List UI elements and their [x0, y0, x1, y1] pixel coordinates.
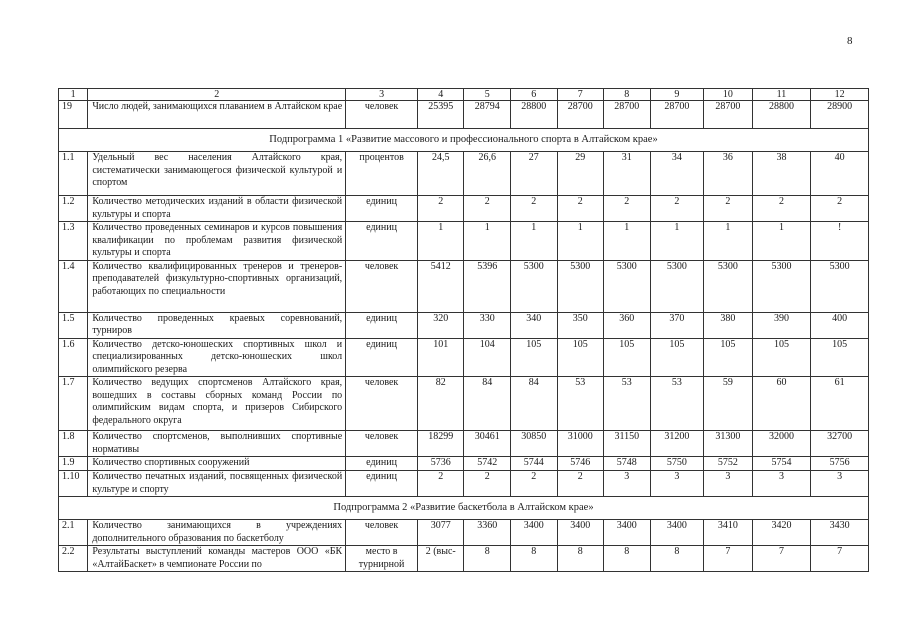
table-row	[59, 101, 869, 129]
value-cell: 30850	[511, 431, 558, 457]
value-cell: 61	[811, 377, 869, 431]
value-cell: 5300	[811, 260, 869, 312]
value-cell: 5300	[704, 260, 753, 312]
header-cell: 6	[511, 89, 558, 101]
value-cell: 400	[811, 312, 869, 338]
table-row	[59, 431, 869, 457]
value-cell: 5300	[511, 260, 558, 312]
value-cell: 5300	[557, 260, 604, 312]
value-cell: 30461	[464, 431, 511, 457]
value-cell: 8	[464, 546, 511, 572]
value-cell: 105	[704, 338, 753, 377]
table-row	[59, 222, 869, 261]
value-cell: 3410	[704, 520, 753, 546]
value-cell: 84	[464, 377, 511, 431]
value-cell: 1	[464, 222, 511, 261]
row-number: 1.5	[59, 312, 88, 338]
value-cell: 105	[604, 338, 651, 377]
value-cell: 3	[704, 471, 753, 497]
section-title: Подпрограмма 1 «Развитие массового и профессионального спорта в Алтайском крае»	[59, 129, 869, 152]
value-cell: 38	[752, 152, 811, 196]
value-cell: 8	[604, 546, 651, 572]
value-cell: 5756	[811, 457, 869, 471]
value-cell: 3400	[557, 520, 604, 546]
value-cell: 3077	[417, 520, 464, 546]
value-cell: 31	[604, 152, 651, 196]
header-cell: 2	[88, 89, 346, 101]
value-cell: 105	[557, 338, 604, 377]
row-number: 1.3	[59, 222, 88, 261]
value-cell: 5742	[464, 457, 511, 471]
value-cell: 2	[417, 196, 464, 222]
header-cell: 4	[417, 89, 464, 101]
value-cell: 5736	[417, 457, 464, 471]
value-cell: 5300	[650, 260, 704, 312]
value-cell: 25395	[417, 101, 464, 129]
value-cell: 29	[557, 152, 604, 196]
value-cell: 2	[557, 196, 604, 222]
table-header-row	[59, 89, 869, 101]
value-cell: 2	[557, 471, 604, 497]
value-cell: 2	[650, 196, 704, 222]
value-cell: 2	[604, 196, 651, 222]
value-cell: 3360	[464, 520, 511, 546]
value-cell: 5750	[650, 457, 704, 471]
value-cell: 7	[704, 546, 753, 572]
value-cell: 101	[417, 338, 464, 377]
table-row	[59, 152, 869, 196]
value-cell: 2	[464, 196, 511, 222]
value-cell: 53	[604, 377, 651, 431]
value-cell: 3420	[752, 520, 811, 546]
table-row	[59, 546, 869, 572]
value-cell: 105	[511, 338, 558, 377]
value-cell: 7	[811, 546, 869, 572]
value-cell: 28700	[604, 101, 651, 129]
value-cell: 31300	[704, 431, 753, 457]
page-number: 8	[847, 35, 853, 47]
value-cell: 1	[417, 222, 464, 261]
table-row	[59, 457, 869, 471]
indicator-name: Количество печатных изданий, посвященных физической культуре и спорту	[88, 471, 346, 497]
value-cell: 28800	[752, 101, 811, 129]
value-cell: 3400	[650, 520, 704, 546]
value-cell: 5396	[464, 260, 511, 312]
header-cell: 3	[346, 89, 418, 101]
row-number: 1.6	[59, 338, 88, 377]
value-cell: 5300	[752, 260, 811, 312]
value-cell: 3	[604, 471, 651, 497]
row-number: 1.1	[59, 152, 88, 196]
row-number: 1.2	[59, 196, 88, 222]
value-cell: 360	[604, 312, 651, 338]
value-cell: 2	[811, 196, 869, 222]
value-cell: 8	[650, 546, 704, 572]
value-cell: 8	[511, 546, 558, 572]
value-cell: 3	[752, 471, 811, 497]
value-cell: 8	[557, 546, 604, 572]
value-cell: 28700	[557, 101, 604, 129]
value-cell: 28794	[464, 101, 511, 129]
value-cell: 31150	[604, 431, 651, 457]
value-cell: 1	[557, 222, 604, 261]
unit: человек	[346, 520, 418, 546]
value-cell: 18299	[417, 431, 464, 457]
indicator-name: Количество методических изданий в области физической культуры и спорта	[88, 196, 346, 222]
value-cell: 31200	[650, 431, 704, 457]
row-number: 1.4	[59, 260, 88, 312]
value-cell: 24,5	[417, 152, 464, 196]
table-row	[59, 196, 869, 222]
value-cell: 1	[704, 222, 753, 261]
table-row	[59, 260, 869, 312]
value-cell: 32000	[752, 431, 811, 457]
indicator-name: Удельный вес населения Алтайского края, систематически занимающегося физической культурой и спортом	[88, 152, 346, 196]
value-cell: 36	[704, 152, 753, 196]
row-number: 1.8	[59, 431, 88, 457]
row-number: 2.1	[59, 520, 88, 546]
indicator-name: Количество проведенных краевых соревнований, турниров	[88, 312, 346, 338]
value-cell: 1	[650, 222, 704, 261]
value-cell: 105	[752, 338, 811, 377]
unit: место в турнирной	[346, 546, 418, 572]
section-row	[59, 129, 869, 152]
value-cell: 28800	[511, 101, 558, 129]
header-cell: 8	[604, 89, 651, 101]
value-cell: 5412	[417, 260, 464, 312]
indicators-table	[58, 88, 869, 572]
unit: процентов	[346, 152, 418, 196]
value-cell: 32700	[811, 431, 869, 457]
row-number: 1.9	[59, 457, 88, 471]
unit: единиц	[346, 312, 418, 338]
row-number: 1.7	[59, 377, 88, 431]
unit: единиц	[346, 222, 418, 261]
section-title: Подпрограмма 2 «Развитие баскетбола в Алтайском крае»	[59, 497, 869, 520]
value-cell: 7	[752, 546, 811, 572]
value-cell: 27	[511, 152, 558, 196]
value-cell: 1	[511, 222, 558, 261]
value-cell: 82	[417, 377, 464, 431]
indicator-name: Количество квалифицированных тренеров и тренеров-преподавателей физкультурно-спортивных организаций, работающих по специальности	[88, 260, 346, 312]
value-cell: 320	[417, 312, 464, 338]
indicator-name: Количество детско-юношеских спортивных школ и специализированных детско-юношеских школ олимпийского резерва	[88, 338, 346, 377]
indicator-name: Количество проведенных семинаров и курсов повышения квалификации по проблемам развития физической культуры и спорта	[88, 222, 346, 261]
unit: единиц	[346, 471, 418, 497]
value-cell: 26,6	[464, 152, 511, 196]
value-cell: 60	[752, 377, 811, 431]
table-row	[59, 471, 869, 497]
value-cell: 53	[557, 377, 604, 431]
value-cell: 5744	[511, 457, 558, 471]
value-cell: 5748	[604, 457, 651, 471]
unit: человек	[346, 431, 418, 457]
header-cell: 1	[59, 89, 88, 101]
value-cell: 5752	[704, 457, 753, 471]
value-cell: 105	[650, 338, 704, 377]
header-cell: 9	[650, 89, 704, 101]
header-cell: 10	[704, 89, 753, 101]
header-cell: 7	[557, 89, 604, 101]
value-cell: 104	[464, 338, 511, 377]
header-cell: 5	[464, 89, 511, 101]
value-cell: 105	[811, 338, 869, 377]
value-cell: 3400	[604, 520, 651, 546]
value-cell: 370	[650, 312, 704, 338]
table-row	[59, 312, 869, 338]
value-cell: 1	[604, 222, 651, 261]
value-cell: 380	[704, 312, 753, 338]
value-cell: 5754	[752, 457, 811, 471]
value-cell: 2	[464, 471, 511, 497]
value-cell: 1	[752, 222, 811, 261]
table-row	[59, 377, 869, 431]
value-cell: 2	[704, 196, 753, 222]
value-cell: 59	[704, 377, 753, 431]
unit: единиц	[346, 338, 418, 377]
value-cell: 84	[511, 377, 558, 431]
value-cell: 34	[650, 152, 704, 196]
unit: единиц	[346, 457, 418, 471]
value-cell: 2	[511, 471, 558, 497]
value-cell: 28700	[650, 101, 704, 129]
value-cell: 28900	[811, 101, 869, 129]
indicator-name: Результаты выступлений команды мастеров ООО «БК «АлтайБаскет» в чемпионате России по	[88, 546, 346, 572]
value-cell: 2	[752, 196, 811, 222]
unit: единиц	[346, 196, 418, 222]
header-cell: 12	[811, 89, 869, 101]
header-cell: 11	[752, 89, 811, 101]
value-cell: 2	[417, 471, 464, 497]
indicator-name: Число людей, занимающихся плаванием в Алтайском крае	[88, 101, 346, 129]
value-cell: 340	[511, 312, 558, 338]
value-cell: 28700	[704, 101, 753, 129]
indicator-name: Количество спортивных сооружений	[88, 457, 346, 471]
value-cell: 31000	[557, 431, 604, 457]
row-number: 1.10	[59, 471, 88, 497]
section-row	[59, 497, 869, 520]
value-cell: 3	[650, 471, 704, 497]
value-cell: 2 (выс-	[417, 546, 464, 572]
unit: человек	[346, 377, 418, 431]
indicator-name: Количество спортсменов, выполнивших спортивные нормативы	[88, 431, 346, 457]
value-cell: 3	[811, 471, 869, 497]
value-cell: 53	[650, 377, 704, 431]
value-cell: 350	[557, 312, 604, 338]
value-cell: 5746	[557, 457, 604, 471]
row-number: 19	[59, 101, 88, 129]
value-cell: 3400	[511, 520, 558, 546]
value-cell: 5300	[604, 260, 651, 312]
value-cell: 2	[511, 196, 558, 222]
value-cell: !	[811, 222, 869, 261]
table-row	[59, 520, 869, 546]
value-cell: 330	[464, 312, 511, 338]
value-cell: 3430	[811, 520, 869, 546]
table-row	[59, 338, 869, 377]
value-cell: 40	[811, 152, 869, 196]
value-cell: 390	[752, 312, 811, 338]
row-number: 2.2	[59, 546, 88, 572]
unit: человек	[346, 260, 418, 312]
unit: человек	[346, 101, 418, 129]
indicator-name: Количество занимающихся в учреждениях дополнительного образования по баскетболу	[88, 520, 346, 546]
indicator-name: Количество ведущих спортсменов Алтайского края, вошедших в составы сборных команд России по олимпийским видам спорта, и призеров Сибирского федерального округа	[88, 377, 346, 431]
